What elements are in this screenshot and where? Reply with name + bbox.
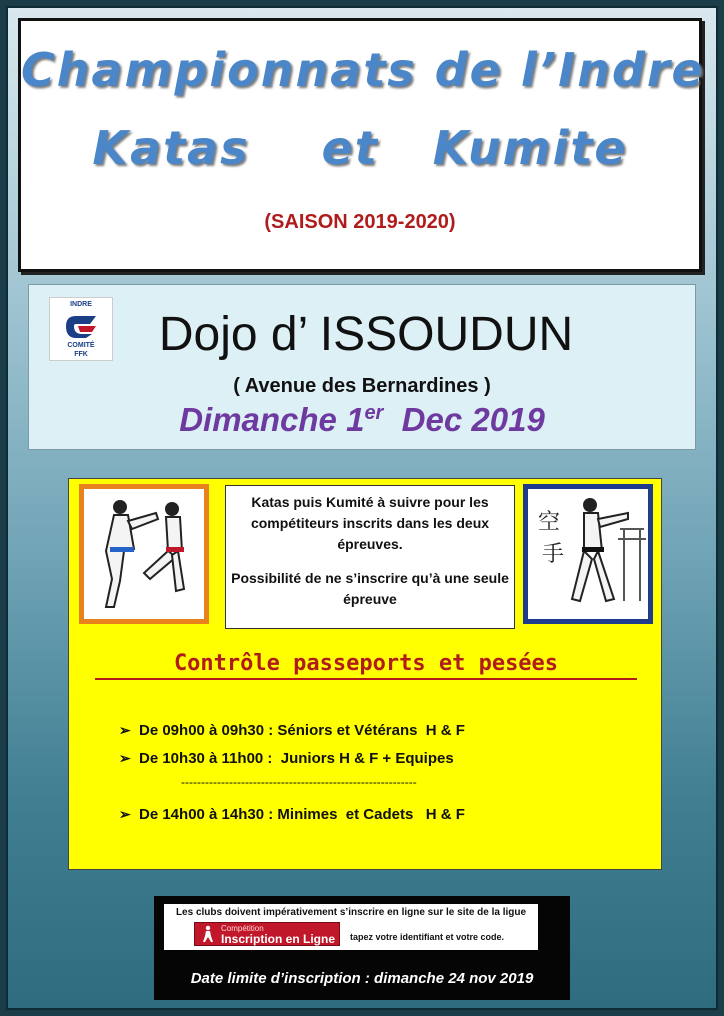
karate-kanji-illustration — [523, 484, 653, 624]
controle-heading: Contrôle passeports et pesées — [95, 651, 637, 680]
registration-banner — [164, 904, 538, 950]
arrow-bullet-icon: ➢ — [119, 806, 131, 822]
season-label: (SAISON 2019-2020) — [264, 211, 456, 233]
schedule-item — [119, 750, 454, 767]
event-date — [29, 401, 695, 439]
venue-address: ( Avenue des Bernardines ) — [233, 375, 491, 397]
fighter-icon — [201, 925, 215, 943]
poster — [6, 6, 718, 1010]
arrow-bullet-icon: ➢ — [119, 750, 131, 766]
title-line-1: Championnats de l’Indre — [21, 43, 705, 97]
identifier-instruction: tapez votre identifiant et votre code. — [350, 932, 505, 942]
note-paragraph-2: Possibilité de ne s’inscrire qu’à une seule épreuve — [231, 570, 509, 607]
registration-deadline: Date limite d’inscription : dimanche 24 nov 2019 — [190, 970, 534, 987]
registration-box — [154, 896, 570, 1000]
info-note — [225, 485, 515, 629]
schedule-text: De 14h00 à 14h30 : Minimes et Cadets H & F — [139, 806, 465, 823]
logo-bottom-text-2: FFK — [74, 351, 88, 358]
schedule-item — [119, 806, 465, 823]
kanji-figure-icon — [528, 489, 648, 619]
date-superscript: er — [364, 402, 384, 424]
badge-small-text: Compétition — [221, 924, 264, 933]
schedule-item — [119, 722, 465, 739]
header-box — [18, 18, 705, 272]
svg-text:空: 空 — [538, 510, 561, 535]
arrow-bullet-icon: ➢ — [119, 722, 131, 738]
logo-top-text: INDRE — [70, 301, 92, 308]
note-paragraph-1: Katas puis Kumité à suivre pour les compétiteurs inscrits dans les deux épreuves. — [250, 494, 490, 552]
date-prefix: Dimanche 1 — [179, 401, 365, 438]
schedule-text: De 09h00 à 09h30 : Séniors et Vétérans H & F — [139, 722, 465, 739]
info-box — [68, 478, 662, 870]
online-registration-link[interactable] — [194, 922, 340, 946]
clubs-instruction: Les clubs doivent impérativement s’inscrire en ligne sur le site de la ligue — [175, 907, 527, 918]
venue-name: Dojo d’ ISSOUDUN — [158, 308, 574, 361]
title-line-2: Katas et Kumite — [92, 121, 628, 175]
venue-box — [28, 284, 696, 450]
schedule-separator: ----------------------------------------------------------- — [181, 775, 417, 789]
logo-bottom-text-1: COMITÉ — [67, 342, 95, 349]
badge-main-text: Inscription en Ligne — [221, 932, 336, 946]
schedule-text: De 10h30 à 11h00 : Juniors H & F + Equipes — [139, 750, 454, 767]
kick-figures-icon — [84, 489, 204, 619]
karate-kick-illustration — [79, 484, 209, 624]
svg-text:手: 手 — [542, 542, 565, 567]
date-suffix: Dec 2019 — [383, 401, 545, 438]
